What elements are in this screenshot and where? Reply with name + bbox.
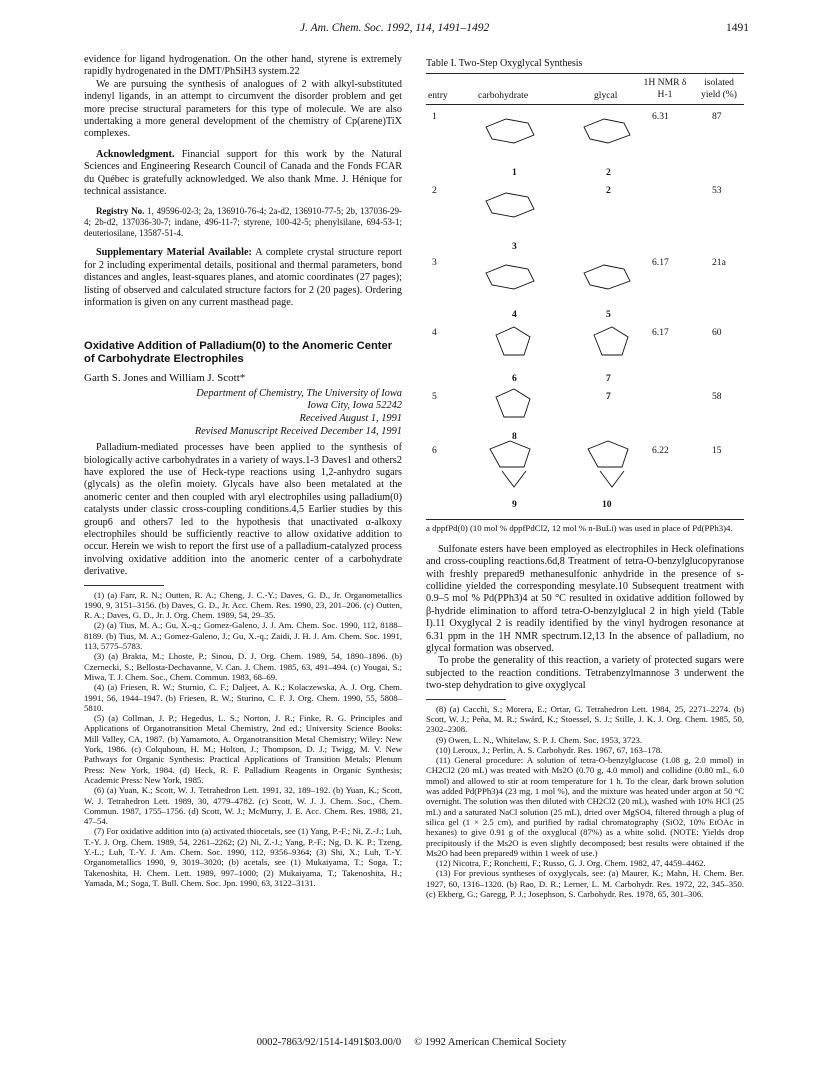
supplementary-material bbox=[84, 247, 402, 309]
compound-label: 2 bbox=[606, 185, 611, 197]
acknowledgment-heading: Acknowledgment. bbox=[96, 148, 175, 160]
reference-item: (13) For previous syntheses of oxyglycals, see: (a) Maurer, K.; Mahn, H. Chem. Ber. 1927, 60, 1316–1320. (b) Rao, D. R.; Lerner, L. M. Carbohydr. Res. 1972, 22, 345–350. (c) Ekberg, G.; Garegg, P. J.; Josephson, S. Carbohydr. Res. 1978, 65, 301–306. bbox=[426, 868, 744, 900]
registry-numbers bbox=[84, 206, 402, 239]
affiliation-department: Department of Chemistry, The University of Iowa bbox=[196, 387, 402, 399]
paragraph-sulfonate: Sulfonate esters have been employed as electrophiles in Heck olefinations and cross-coupling reactions.6d,8 Treatment of tetra-O-benzylglucopyranose with freshly prepared9 methanesulfonic anhydride in the presence of s-collidine yielded the corresponding mesylate.10 Subsequent treatment with 0.9–5 mol % Pd(PPh3)4 at 50 °C resulted in oxidative addition followed by β-hydride elimination to afford tetra-O-benzylglucal 2 in high yield (Table I).11 Oxyglycal 2 is readily identified by the vinyl hydrogen resonance at 6.31 ppm in the 1H NMR spectrum.12,13 In the absence of palladium, no glycal formation was observed. bbox=[426, 543, 744, 655]
row-yield: 58 bbox=[712, 391, 722, 403]
compound-label: 7 bbox=[606, 373, 611, 385]
footer-copyright: © 1992 American Chemical Society bbox=[414, 1037, 567, 1048]
reference-item: (10) Leroux, J.; Perlin, A. S. Carbohydr. Res. 1967, 67, 163–178. bbox=[436, 744, 663, 755]
references-left bbox=[84, 590, 402, 889]
table-header-carbohydrate: carbohydrate bbox=[478, 90, 529, 102]
row-nmr: 6.22 bbox=[652, 445, 669, 457]
affiliation-block bbox=[84, 388, 402, 438]
page-footer bbox=[0, 1037, 823, 1048]
compound-label: 2 bbox=[606, 167, 611, 179]
reference-item: (9) Owen, L. N., Whitelaw, S. P. J. Chem. Soc. 1953, 3723. bbox=[436, 734, 643, 745]
compound-label: 6 bbox=[512, 373, 517, 385]
reference-item: (11) General procedure: A solution of tetra-O-benzylglucose (1.08 g, 2.0 mmol) in CH2Cl2 (20 mL) was treated with Ms2O (0.70 g, 4.0 mmol) and collidine (0.80 mL, 6.0 mmol) and allowed to stir at room temperature for 1 h. To the clear, dark brown solution was added Pd(PPh3)4 (23 mg, 1 mol %), and the mixture was heated under argon at 50 °C overnight. The solution was then diluted with CH2Cl2 (20 mL), washed with 10% HCl (25 mL) and a saturated NaCl solution (25 mL), dried over MgSO4, filtered through a plug of silica gel (1 × 2.5 cm), and purified by radial chromatography (SiO2, 10% EtOAc in hexanes) to give 0.91 g of the oxyglucal (87%) as a white solid. (NOTE: Yields drop precipitously if the Ms2O is even slightly decomposed; best results were obtained if the Ms2O had been prepared9 within 1 week of use.) bbox=[426, 755, 744, 858]
compound-label: 8 bbox=[512, 431, 517, 443]
footnote-rule bbox=[426, 699, 506, 700]
row-yield: 87 bbox=[712, 111, 722, 123]
table-footnote: a dppfPd(0) (10 mol % dppfPdCl2, 12 mol % n-BuLi) was used in place of Pd(PPh3)4. bbox=[426, 519, 744, 533]
compound-label: 3 bbox=[512, 241, 517, 253]
row-entry: 6 bbox=[432, 445, 437, 457]
article-body-intro: Palladium-mediated processes have been applied to the synthesis of biologically active carbohydrates in a variety of ways.1-3 Daves1 and others2 have explored the use of Heck-type reactions using 1,2-anhydro sugars (glycals) as the olefin moiety. Glycals have also been metalated at the anomeric center and then coupled with aryl electrophiles using palladium(0) catalysts under classic cross-coupling conditions.4,5 Earlier studies by this group6 and others7 led to the hypothesis that unactivated α-alkoxy electrophiles should be sufficiently reactive to allow oxidative addition to occur. Herein we wish to report the first use of a palladium-catalyzed process involving oxidative addition into the anomeric center of a carbohydrate derivative. bbox=[84, 442, 402, 578]
article-authors: Garth S. Jones and William J. Scott* bbox=[84, 372, 246, 385]
references-right bbox=[426, 704, 744, 900]
row-entry: 1 bbox=[432, 111, 437, 123]
paragraph-generality: To probe the generality of this reaction, a variety of protected sugars were subjected to the reaction conditions. Tetrabenzylmannose 3 underwent the two-step dehydration to give oxyglycal bbox=[426, 655, 744, 692]
paragraph-evidence: evidence for ligand hydrogenation. On the other hand, styrene is extremely rapidly hydrogenated in the DMT/PhSiH3 system.22 bbox=[84, 54, 402, 78]
row-nmr: 6.31 bbox=[652, 111, 669, 123]
reference-item: (2) (a) Tius, M. A.; Gu, X.-q.; Gomez-Galeno, J. J. Am. Chem. Soc. 1990, 112, 8188–8189. (b) Tius, M. A.; Gomez-Galeno, J.; Gu, X.-q.; Zaidi, J. H. J. Am. Chem. Soc. 1991, 113, 5775–5783. bbox=[84, 620, 402, 652]
acknowledgment bbox=[84, 149, 402, 199]
row-nmr: 6.17 bbox=[652, 327, 669, 339]
revised-date: Revised Manuscript Received December 14, 1991 bbox=[194, 425, 402, 437]
reference-item: (3) (a) Brakta, M.; Lhoste, P.; Sinou, D. J. Org. Chem. 1989, 54, 1890–1896. (b) Czernecki, S.; Bellosta-Dechavanne, V. Can. J. Chem. 1985, 63, 491–494. (c) Yougai, S.; Miwa, T. J. Chem. Soc., Chem. Commun. 1983, 68–69. bbox=[84, 651, 402, 682]
table-header bbox=[426, 73, 744, 105]
registry-text: 1, 49596-02-3; 2a, 136910-76-4; 2a-d2, 136910-77-5; 2b, 137036-29-4; 2b-d2, 137036-30-7; indane, 496-11-7; styrene, 100-42-5; phenylsilane, 694-53-1; deuteriosilane, 13587-51-4. bbox=[84, 206, 402, 239]
reference-item: (1) (a) Farr, R. N.; Outten, R. A.; Cheng, J. C.-Y.; Daves, G. D., Jr. Organometallics 1990, 9, 3151–3156. (b) Daves, G. D., Jr. Acc. Chem. Res. 1990, 23, 201–206. (c) Outten, R. A.; Daves, G. D., Jr. J. Org. Chem. 1989, 54, 29–35. bbox=[84, 589, 402, 621]
compound-label: 9 bbox=[512, 499, 517, 511]
row-yield: 53 bbox=[712, 185, 722, 197]
compound-label: 10 bbox=[602, 499, 612, 511]
table-header-glycal: glycal bbox=[594, 90, 618, 102]
table-header-entry: entry bbox=[428, 90, 448, 102]
row-yield: 60 bbox=[712, 327, 722, 339]
reference-item: (5) (a) Collman, J. P.; Hegedus, L. S.; Norton, J. R.; Finke, R. G. Principles and Applications of Organotransition Metal Chemistry, 2nd ed.; University Science Books: Mill Valley, CA, 1987. (b) Yamamoto, A. Organotransition Metal Chemistry; Wiley: New York, 1986. (c) Colquhoun, H. M.; Holton, J.; Thompson, D. J.; Twigg, M. V. New Pathways for Organic Synthesis: Practical Applications of Transition Metals; Plenum Press: New York, 1984. (d) Heck, R. F. Palladium Reagents in Organic Synthesis; Academic Press: New York, 1985. bbox=[84, 713, 402, 785]
supplementary-heading: Supplementary Material Available: bbox=[96, 247, 252, 259]
left-column bbox=[84, 54, 402, 888]
row-nmr: 6.17 bbox=[652, 257, 669, 269]
supplementary-text: A complete crystal structure report for 2 including experimental details, positional and thermal parameters, bond distances and angles, least-squares planes, and atomic coordinates (27 pages); listing of observed and calculated structure factors for 2 (20 pages). Ordering information is given on any current masthead page. bbox=[84, 247, 402, 309]
affiliation-city: Iowa City, Iowa 52242 bbox=[307, 400, 402, 412]
compound-label: 1 bbox=[512, 167, 517, 179]
received-date: Received August 1, 1991 bbox=[299, 412, 402, 424]
article-title: Oxidative Addition of Palladium(0) to the Anomeric Center of Carbohydrate Electrophiles bbox=[84, 339, 393, 365]
structures-figure bbox=[466, 105, 646, 515]
row-yield: 15 bbox=[712, 445, 722, 457]
reference-item: (12) Nicotra, F.; Ronchetti, F.; Russo, G. J. Org. Chem. 1982, 47, 4459–4462. bbox=[436, 858, 706, 869]
row-yield: 21a bbox=[712, 257, 726, 269]
right-column bbox=[426, 58, 744, 899]
acknowledgment-text: Financial support for this work by the Natural Sciences and Engineering Research Council of Canada and the Fonds FCAR du Québec is gratefully acknowledged. We also thank Mme. J. Hénique for technical assistance. bbox=[84, 148, 402, 198]
footer-code: 0002-7863/92/1514-1491$03.00/0 bbox=[256, 1037, 402, 1048]
journal-citation: J. Am. Chem. Soc. 1992, 114, 1491–1492 bbox=[300, 22, 490, 34]
row-entry: 5 bbox=[432, 391, 437, 403]
row-entry: 2 bbox=[432, 185, 437, 197]
row-entry: 3 bbox=[432, 257, 437, 269]
page-number: 1491 bbox=[726, 22, 749, 34]
compound-label: 4 bbox=[512, 309, 517, 321]
running-header bbox=[0, 22, 823, 38]
reference-item: (8) (a) Cacchi, S.; Morera, E.; Ortar, G. Tetrahedron Lett. 1984, 25, 2271–2274. (b) Scott, W. J.; Peña, M. R.; Swärd, K.; Stoessel, S. J.; Stille, J. K. J. Org. Chem. 1985, 50, 2302–2308. bbox=[426, 703, 744, 735]
row-entry: 4 bbox=[432, 327, 437, 339]
reference-item: (7) For oxidative addition into (a) activated thiocetals, see (1) Yang, P.-F.; Ni, Z.-J.; Luh, T.-Y. J. Org. Chem. 1989, 54, 2261–2262; (2) Ni, Z.-J.; Yang, P.-F.; Ng, D. K. P.; Tzeng, Y.-L.; Luh, T.-Y. J. Am. Chem. Soc. 1990, 112, 9356–9364; (3) Shi, X.; Luh, T.-Y. Organometallics 1990, 9, 3019–3020; (b) acetals, see (1) Mukaiyama, T.; Soga, T.; Takenoshita, H. Chem. Lett. 1989, 997–1000; (2) Mukaiyama, T.; Takenoshita, H.; Yamada, M.; Soga, T. Bull. Chem. Soc. Jpn. 1990, 63, 3122–3131. bbox=[84, 826, 402, 888]
table-body bbox=[426, 105, 744, 517]
table-header-nmr: 1H NMR δ H-1 bbox=[643, 77, 687, 101]
reference-item: (4) (a) Friesen, R. W.; Sturnio, C. F.; Daljeet, A. K.; Kolaczewska, A. J. Org. Chem. 1991, 56, 1944–1947. (b) Friesen, R. W.; Sturino, C. F. J. Org. Chem. 1990, 55, 5808–5810. bbox=[84, 682, 402, 713]
paragraph-analogues: We are pursuing the synthesis of analogues of 2 with alkyl-substituted indenyl ligands, in an attempt to circumvent the disorder problem and get more precise structural parameters for this type of molecule. We are also undertaking a more general development of the chemistry of Cp(arene)TiX complexes. bbox=[84, 78, 402, 140]
registry-heading: Registry No. bbox=[96, 206, 145, 217]
compound-label: 5 bbox=[606, 309, 611, 321]
compound-label: 7 bbox=[606, 391, 611, 403]
reference-item: (6) (a) Yuan, K.; Scott, W. J. Tetrahedron Lett. 1991, 32, 189–192. (b) Yuan, K.; Scott, W. J. Tetrahedron Lett. 1989, 30, 4779–4782. (c) Scott, W. J. J. Chem. Soc., Chem. Commun. 1987, 1755–1756. (d) Scott, W. J.; McMurry, J. E. Acc. Chem. Res. 1988, 21, 47–54. bbox=[84, 785, 402, 827]
table-caption: Table I. Two-Step Oxyglycal Synthesis bbox=[426, 58, 583, 69]
footnote-rule bbox=[84, 585, 164, 586]
table-header-yield: isolated yield (%) bbox=[701, 77, 737, 101]
